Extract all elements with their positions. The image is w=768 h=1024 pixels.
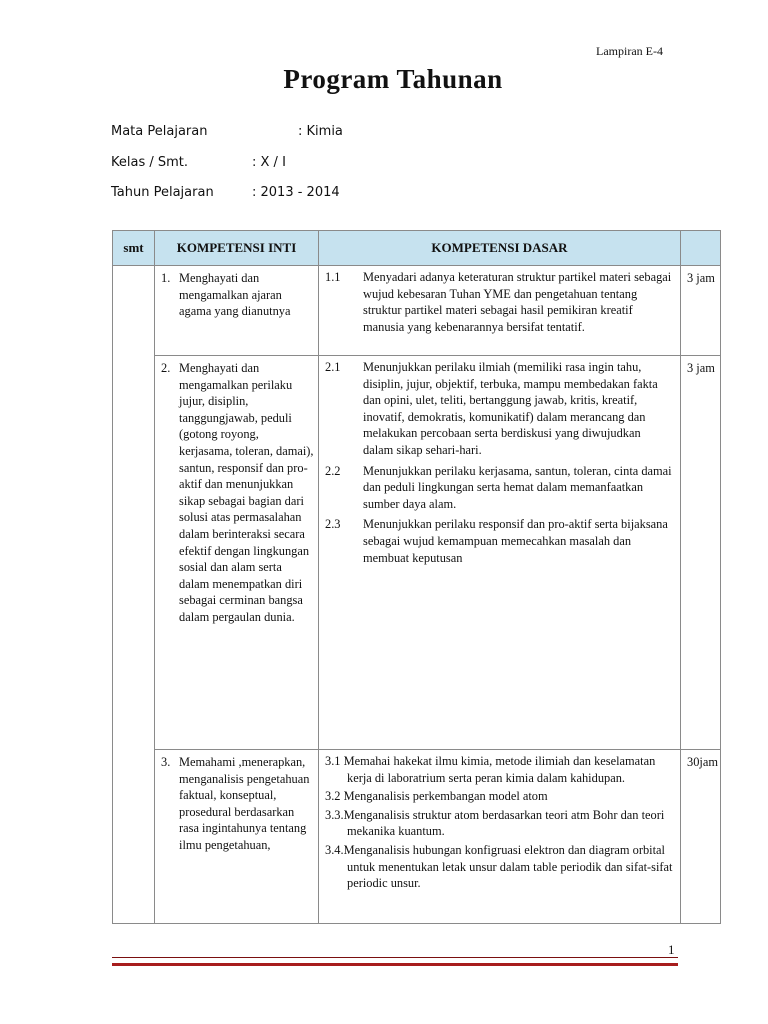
kd-text: Menunjukkan perilaku kerjasama, santun, toleran, cinta damai dan peduli lingkungan serta hemat dalam memanfaatkan sumber daya alam. [363,463,672,511]
meta-value: : X / I [252,155,286,170]
meta-label: Tahun Pelajaran [111,185,214,200]
table-row [113,266,721,356]
kd-text: Menunjukkan perilaku ilmiah (memiliki rasa ingin tahu, disiplin, jujur, objektif, terbuka, mampu membedakan fakta dan opini, ulet, teliti, bertanggung jawab, kritis, kreatif, inovatif, demokratis, komunikatif) dalam merancang dan melakukan percobaan serta berdiskusi yang diwujudkan dalam sikap sehari-hari. [363,360,658,457]
kd-number: 2.2 [325,463,341,478]
ki-number: 3. [161,755,171,769]
ki-number: 1. [161,271,171,285]
header-kompetensi-inti: KOMPETENSI INTI [155,231,319,266]
kd-item [325,807,674,840]
kd-item [325,842,674,892]
time-cell: 3 jam [681,266,721,356]
header-smt: smt [113,231,155,266]
kd-text: Menunjukkan perilaku responsif dan pro-aktif serta bijaksana sebagai wujud kemampuan memecahkan masalah dan membuat keputusan [363,517,668,565]
header-kompetensi-dasar: KOMPETENSI DASAR [319,231,681,266]
meta-value: : Kimia [298,124,343,139]
kd-item [325,269,674,335]
kd-item [325,516,674,566]
appendix-label: Lampiran E-4 [596,44,663,58]
kd-number: 2.3 [325,517,341,532]
ki-cell [155,750,319,924]
kd-cell [319,356,681,750]
kd-text: 3.1 Memahai hakekat ilmu kimia, metode ilimiah dan keselamatan kerja di laboratrium serta peran kimia dalam kahidupan. [325,754,656,785]
kd-text: 3.2 Menganalisis perkembangan model atom [325,789,548,804]
kd-text: Menyadari adanya keteraturan struktur partikel materi sebagai wujud kebesaran Tuhan YME dan pengetahuan tentang struktur partikel materi sebagai hasil pemikiran kreatif manusia yang kebenarannya bersifat tentatif. [363,270,672,334]
program-table [112,230,721,924]
ki-text: Menghayati dan mengamalkan ajaran agama yang dianutnya [179,271,291,319]
header-time [681,231,721,266]
time-cell: 3 jam [681,356,721,750]
meta-label: Kelas / Smt. [111,155,189,170]
kd-text: 3.3.Menganalisis struktur atom berdasarkan teori atm Bohr dan teori mekanika kuantum. [325,807,665,839]
table-row [113,356,721,750]
kd-number: 1.1 [325,270,341,284]
kd-item [325,463,674,513]
ki-text: Memahami ,menerapkan, menganalisis pengetahuan faktual, konseptual, prosedural berdasarkan rasa ingintahunya tentang ilmu pengetahuan, [179,755,310,852]
table-row [113,750,721,924]
ki-cell [155,356,319,750]
kd-item [325,788,674,805]
kd-item [325,753,674,786]
kd-item [325,359,674,459]
kd-number: 2.1 [325,360,341,374]
kd-cell [319,266,681,356]
meta-value: : 2013 - 2014 [252,185,340,200]
kd-text: 3.4.Menganalisis hubungan konfigruasi elektron dan diagram orbital untuk menentukan letak unsur dalam table periodik dan sifat-sifat periodic unsur. [325,842,673,891]
ki-cell [155,266,319,356]
page-title: Program Tahunan [283,64,503,94]
table-header-row [113,231,721,266]
ki-number: 2. [161,361,171,375]
meta-label: Mata Pelajaran [111,124,208,139]
smt-cell [113,266,155,924]
kd-cell [319,750,681,924]
page-number: 1 [668,942,675,957]
time-cell: 30jam [681,750,721,924]
ki-text: Menghayati dan mengamalkan perilaku jujur, disiplin, tanggungjawab, peduli (gotong royong, kerjasama, toleran, damai), santun, responsif dan pro-aktif dan menunjukkan sikap sebagai bagian dari solusi atas permasalahan dalam berinteraksi secara efektif dengan lingkungan sosial dan alam serta dalam menempatkan diri sebagai cerminan bangsa dalam pergaulan dunia. [179,361,314,624]
footer-rule [112,957,678,966]
